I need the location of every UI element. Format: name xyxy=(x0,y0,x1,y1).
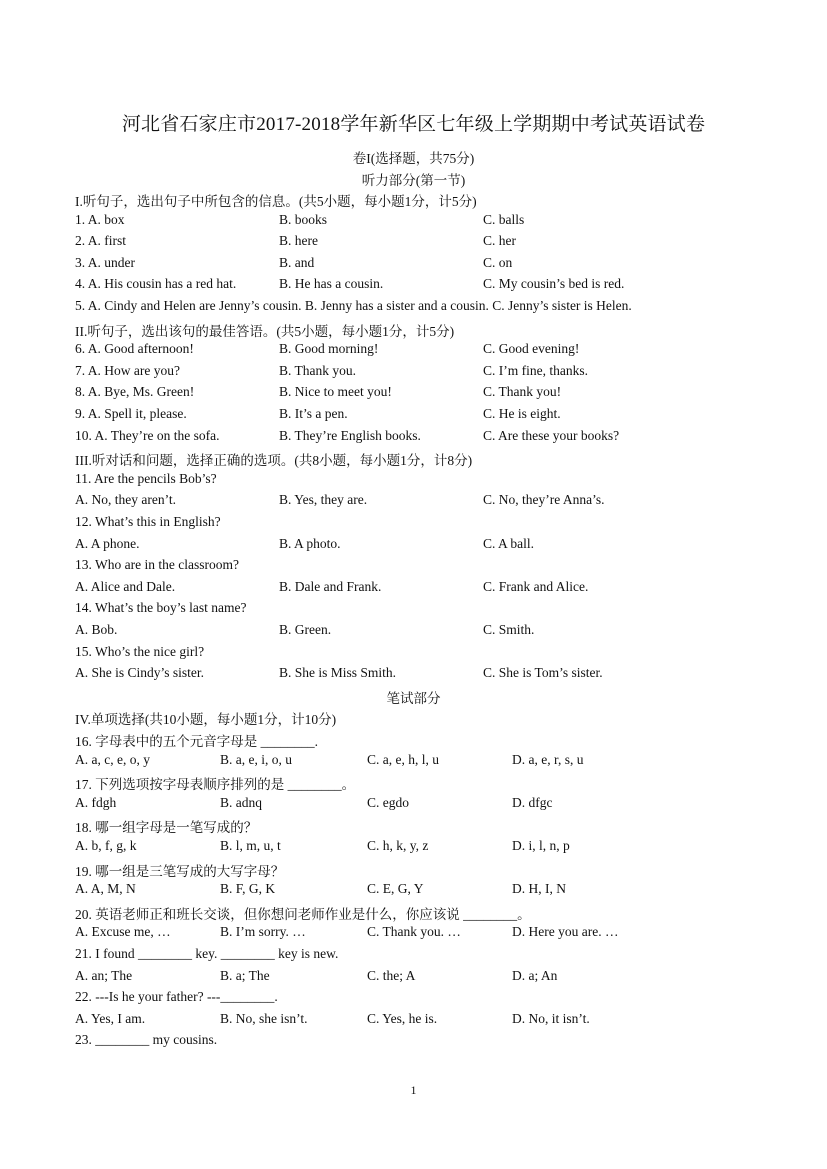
answer-option: B. and xyxy=(279,254,315,270)
answer-option: A. No, they aren’t. xyxy=(75,492,176,508)
page-number: 1 xyxy=(410,1083,417,1097)
answer-option: D. No, it isn’t. xyxy=(512,1010,590,1026)
answer-option: B. a; The xyxy=(220,967,270,983)
text-line: 13. Who are in the classroom? xyxy=(75,557,239,573)
answer-option: C. h, k, y, z xyxy=(367,838,429,853)
text-line: 23. ________ my cousins. xyxy=(75,1032,218,1048)
text-line: 21. I found ________ key. ________ key is new. xyxy=(75,946,339,961)
answer-option: A. an; The xyxy=(75,967,133,983)
answer-option: D. dfgc xyxy=(512,794,553,810)
text-line: 22. ---Is he your father? ---________. xyxy=(75,989,278,1005)
answer-option: B. Yes, they are. xyxy=(279,492,368,508)
answer-option: A. Excuse me, … xyxy=(75,924,171,940)
answer-option: C. balls xyxy=(483,211,525,227)
answer-option: 7. A. How are you? xyxy=(75,362,180,378)
text-line: 18. 哪一组字母是一笔写成的？ xyxy=(75,820,258,836)
answer-option: 6. A. Good afternoon! xyxy=(75,341,194,357)
answer-option: C. egdo xyxy=(367,794,409,810)
answer-option: A. Alice and Dale. xyxy=(75,578,176,594)
paper-section-heading: 卷I(选择题，共75分) xyxy=(352,151,475,166)
text-line: II.听句子，选出该句的最佳答语。(共5小题，每小题1分，计5分) xyxy=(75,323,455,339)
answer-option: B. Nice to meet you! xyxy=(279,384,392,400)
text-line: 5. A. Cindy and Helen are Jenny’s cousin. B. Jenny has a sister and a cousin. C. Jenny’s sister is Helen. xyxy=(75,298,632,313)
answer-option: B. l, m, u, t xyxy=(220,838,281,853)
text-line: 15. Who’s the nice girl? xyxy=(75,643,205,659)
answer-option: C. the; A xyxy=(367,967,416,983)
text-line: 17. 下列选项按字母表顺序排列的是 ________。 xyxy=(75,777,356,793)
answer-option: 2. A. first xyxy=(75,233,127,249)
answer-option: C. Smith. xyxy=(483,622,535,637)
answer-option: A. b, f, g, k xyxy=(75,838,137,853)
listening-section-heading: 听力部分(第一节) xyxy=(361,173,466,188)
answer-option: A. A phone. xyxy=(75,535,140,551)
answer-option: C. My cousin’s bed is red. xyxy=(483,276,625,292)
answer-option: B. They’re English books. xyxy=(279,427,421,443)
answer-option: 9. A. Spell it, please. xyxy=(75,406,187,421)
answer-option: A. fdgh xyxy=(75,794,117,810)
answer-option: B. It’s a pen. xyxy=(279,406,348,421)
answer-option: C. A ball. xyxy=(483,535,535,551)
answer-option: B. F, G, K xyxy=(220,881,276,897)
answer-option: C. Yes, he is. xyxy=(367,1010,438,1026)
answer-option: 3. A. under xyxy=(75,254,135,270)
text-line: 14. What’s the boy’s last name? xyxy=(75,600,247,616)
text-line: 19. 哪一组是三笔写成的大写字母？ xyxy=(75,863,285,879)
answer-option: C. Frank and Alice. xyxy=(483,578,589,594)
page-title: 河北省石家庄市2017-2018学年新华区七年级上学期期中考试英语试卷 xyxy=(121,114,706,135)
answer-option: D. i, l, n, p xyxy=(512,838,570,853)
answer-option: 4. A. His cousin has a red hat. xyxy=(75,276,237,292)
answer-option: A. She is Cindy’s sister. xyxy=(75,665,205,681)
text-line: 16. 字母表中的五个元音字母是 ________. xyxy=(75,734,318,749)
answer-option: B. Good morning! xyxy=(279,341,379,357)
text-line: I.听句子，选出句子中所包含的信息。(共5小题，每小题1分，计5分) xyxy=(75,194,477,209)
answer-option: 10. A. They’re on the sofa. xyxy=(75,427,220,443)
answer-option: C. Thank you! xyxy=(483,384,562,400)
answer-option: B. A photo. xyxy=(279,535,341,551)
answer-option: C. Are these your books? xyxy=(483,427,620,443)
text-line: 12. What’s this in English? xyxy=(75,514,221,529)
answer-option: D. Here you are. … xyxy=(512,924,619,940)
answer-option: A. a, c, e, o, y xyxy=(75,751,150,767)
answer-option: D. a, e, r, s, u xyxy=(512,751,584,767)
answer-option: A. Bob. xyxy=(75,622,118,637)
text-line: IV.单项选择(共10小题，每小题1分，计10分) xyxy=(75,712,337,728)
answer-option: D. H, I, N xyxy=(512,881,566,897)
answer-option: C. E, G, Y xyxy=(367,881,424,897)
answer-option: C. No, they’re Anna’s. xyxy=(483,492,605,508)
answer-option: B. Dale and Frank. xyxy=(279,578,382,594)
section-heading: 笔试部分 xyxy=(386,690,441,706)
answer-option: B. He has a cousin. xyxy=(279,276,384,292)
answer-option: C. Good evening! xyxy=(483,341,580,357)
answer-option: B. adnq xyxy=(220,794,262,810)
answer-option: C. Thank you. … xyxy=(367,924,461,940)
answer-option: C. a, e, h, l, u xyxy=(367,751,439,767)
text-line: 11. Are the pencils Bob’s? xyxy=(75,470,217,486)
answer-option: A. Yes, I am. xyxy=(75,1010,146,1026)
answer-option: B. Green. xyxy=(279,622,332,637)
text-line: 20. 英语老师正和班长交谈，但你想问老师作业是什么，你应该说 ________。 xyxy=(75,906,531,922)
answer-option: C. She is Tom’s sister. xyxy=(483,665,603,681)
answer-option: C. on xyxy=(483,254,513,270)
answer-option: B. I’m sorry. … xyxy=(220,924,306,940)
answer-option: B. here xyxy=(279,233,318,249)
answer-option: C. He is eight. xyxy=(483,406,561,421)
answer-option: C. her xyxy=(483,233,516,249)
answer-option: B. Thank you. xyxy=(279,362,356,378)
answer-option: C. I’m fine, thanks. xyxy=(483,362,588,378)
answer-option: A. A, M, N xyxy=(75,881,136,897)
answer-option: B. No, she isn’t. xyxy=(220,1010,308,1026)
text-line: III.听对话和问题，选择正确的选项。(共8小题，每小题1分，计8分) xyxy=(75,453,473,469)
answer-option: D. a; An xyxy=(512,967,558,983)
answer-option: 8. A. Bye, Ms. Green! xyxy=(75,384,195,400)
answer-option: 1. A. box xyxy=(75,211,125,227)
answer-option: B. a, e, i, o, u xyxy=(220,751,292,767)
answer-option: B. books xyxy=(279,211,328,227)
answer-option: B. She is Miss Smith. xyxy=(279,665,397,681)
